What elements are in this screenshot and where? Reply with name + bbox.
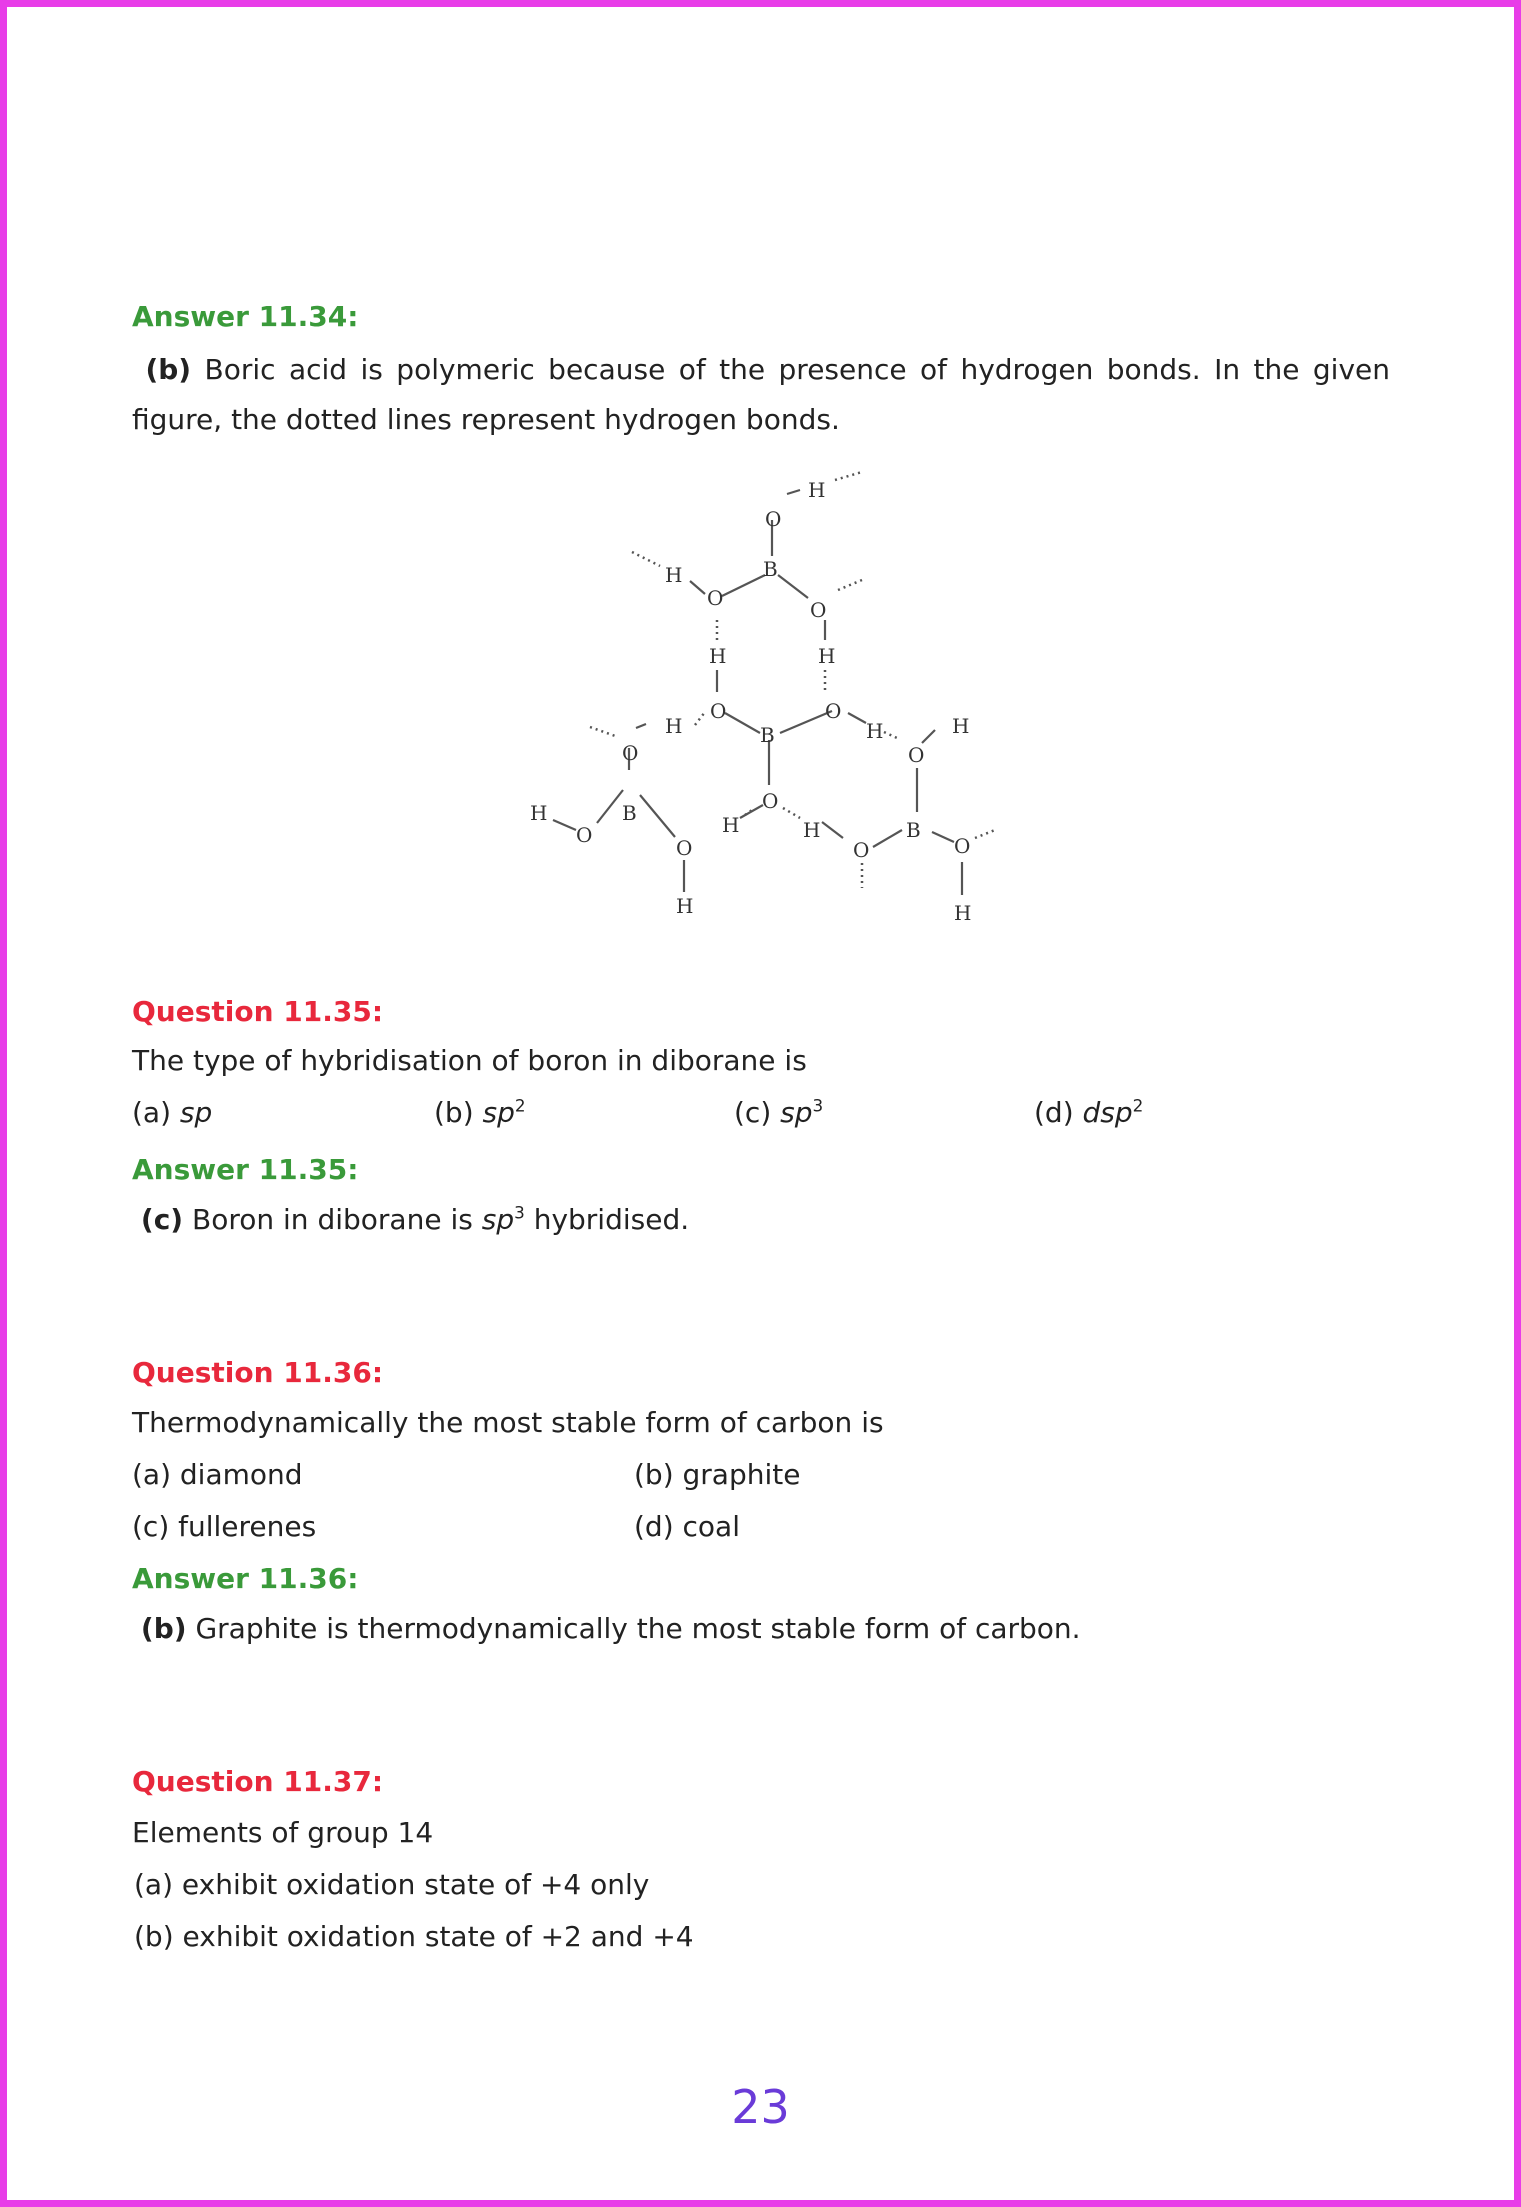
question-11-36-text: Thermodynamically the most stable form of carbon is [132,1406,884,1439]
atom-h: H [676,894,694,918]
bond [922,730,935,743]
atom-h: H [952,714,970,738]
atom-b: B [763,557,778,581]
answer-11-34-text [132,345,1390,445]
bond [690,581,705,594]
option-a: (a) exhibit oxidation state of +4 only [134,1868,650,1901]
atom-h: H [866,719,884,743]
atom-labels [530,478,971,925]
atom-o: O [622,741,639,765]
atom-o: O [765,507,782,531]
question-11-37-text: Elements of group 14 [132,1816,434,1849]
bond [640,795,675,837]
atom-h: H [530,801,548,825]
answer-label: (b) [145,353,192,386]
atom-o: O [954,834,971,858]
atom-o: O [710,699,727,723]
bond [722,575,765,596]
bond [873,830,902,847]
answer-11-35-text: (c) Boron in diborane is $sp^3$ hybridised. [140,1202,690,1236]
atom-o: O [825,699,842,723]
atom-h: H [954,901,972,925]
option-b: (b) exhibit oxidation state of +2 and +4 [134,1920,694,1953]
atom-o: O [762,789,779,813]
question-11-35-heading: Question 11.35: [132,995,384,1028]
question-11-35-text: The type of hybridisation of boron in diborane is [132,1044,807,1077]
covalent-bonds [553,490,962,895]
atom-b: B [622,801,637,825]
page-number: 23 [731,2080,790,2134]
answer-body: Boric acid is polymeric because of the presence of hydrogen bonds. In the given figure, the dotted lines represent hydrogen bonds. [132,353,1390,436]
bond [725,713,760,733]
answer-11-34-heading: Answer 11.34: [132,300,359,333]
option-a: (a) diamond [132,1458,303,1491]
bond [822,822,843,838]
atom-o: O [676,836,693,860]
answer-label: (c) [140,1203,184,1236]
atom-h: H [665,563,683,587]
boric-acid-structure-figure [520,455,1020,935]
atom-b: B [906,818,921,842]
hydrogen-bonds [590,472,995,888]
bond [597,790,623,823]
answer-11-35-heading: Answer 11.35: [132,1153,359,1186]
atom-o: O [810,598,827,622]
answer-11-36-heading: Answer 11.36: [132,1562,359,1595]
option-d: (d) dsp$^2$ [1034,1095,1144,1129]
question-11-36-heading: Question 11.36: [132,1356,384,1389]
bond [848,713,866,723]
option-c: (c) fullerenes [132,1510,317,1543]
atom-o: O [853,838,870,862]
atom-h: H [722,813,740,837]
bond [553,820,576,830]
option-c: (c) $sp^3$ [734,1095,824,1129]
option-b: (b) graphite [634,1458,801,1491]
atom-o: O [576,823,593,847]
atom-h: H [803,818,821,842]
bond [778,575,808,598]
question-11-37-heading: Question 11.37: [132,1765,384,1798]
atom-h: H [808,478,826,502]
atom-o: O [908,743,925,767]
atom-o: O [707,586,724,610]
option-b: (b) $sp^2$ [434,1095,526,1129]
bond [932,832,954,842]
answer-11-36-text: (b) Graphite is thermodynamically the most stable form of carbon. [140,1612,1081,1645]
atom-h: H [665,714,683,738]
atom-h: H [709,644,727,668]
atom-h: H [818,644,836,668]
answer-label: (b) [140,1612,187,1645]
atom-b: B [760,723,775,747]
option-d: (d) coal [634,1510,740,1543]
option-a: (a) sp [132,1096,213,1129]
